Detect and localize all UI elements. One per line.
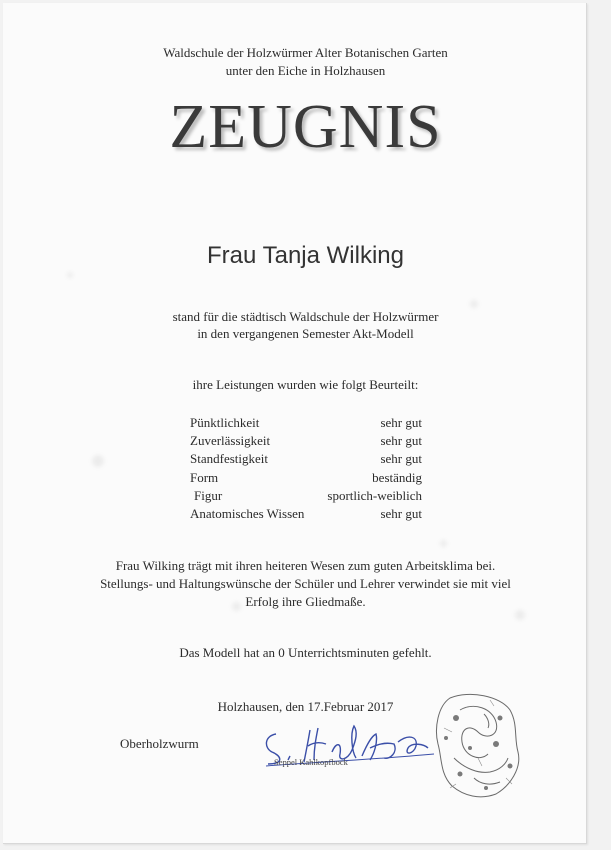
signer-name: Seppel Kahlkopfbock [274, 757, 348, 767]
intro-line: in den vergangenen Semester Akt-Modell [197, 326, 414, 341]
intro-text [0, 308, 611, 342]
school-location: unter den Eiche in Holzhausen [225, 63, 386, 78]
stamp-seal [430, 688, 525, 803]
grade-value: beständig [372, 469, 422, 485]
grade-row [190, 487, 422, 505]
grade-row [190, 450, 422, 468]
closing-line: Stellungs- und Haltungswünsche der Schüler und Lehrer verwindet sie mit viel [100, 576, 511, 591]
school-name: Waldschule der Holzwürmer Alter Botanischen Garten [163, 45, 448, 60]
closing-remarks [0, 557, 611, 611]
grade-value: sehr gut [380, 433, 422, 449]
grade-subject: Standfestigkeit [190, 451, 268, 467]
grades-lead: ihre Leistungen wurden wie folgt Beurteilt: [192, 377, 419, 392]
grade-subject: Form [190, 469, 219, 485]
grade-value: sehr gut [380, 451, 422, 467]
intro-line: stand für die städtisch Waldschule der Holzwürmer [172, 309, 439, 324]
grade-row [190, 414, 422, 432]
paper-stain [470, 300, 478, 308]
closing-line: Erfolg ihre Gliedmaße. [245, 594, 366, 609]
closing-line: Frau Wilking trägt mit ihren heiteren Wesen zum guten Arbeitsklima bei. [115, 558, 496, 573]
paper-stain [515, 610, 525, 620]
grade-value: sehr gut [380, 415, 422, 430]
grades-list [190, 414, 422, 523]
signatory-role: Oberholzwurm [120, 736, 199, 751]
grade-subject: Zuverlässigkeit [190, 433, 271, 449]
document-title: ZEUGNIS [169, 93, 442, 161]
grade-row [190, 505, 422, 523]
grade-subject: Anatomisches Wissen [190, 505, 305, 521]
paper-stain [67, 272, 73, 278]
paper-stain [92, 455, 104, 467]
grade-row [190, 432, 422, 450]
grade-subject: Figur [194, 487, 223, 503]
paper-stain [440, 540, 447, 547]
recipient-name: Frau Tanja Wilking [207, 242, 404, 269]
grade-subject: Pünktlichkeit [190, 415, 260, 430]
place-and-date: Holzhausen, den 17.Februar 2017 [217, 699, 394, 714]
grade-value: sehr gut [380, 505, 422, 521]
school-header [0, 44, 611, 80]
absence-note: Das Modell hat an 0 Unterrichtsminuten gefehlt. [179, 645, 432, 660]
grade-row [190, 469, 422, 487]
grade-value: sportlich-weiblich [327, 487, 422, 503]
